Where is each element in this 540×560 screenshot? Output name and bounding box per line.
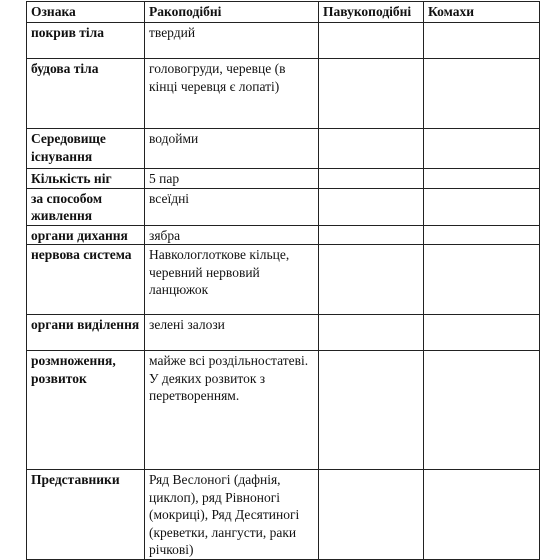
crustaceans-cell: майже всі роздільностатеві. У деяких розвиток з перетворенням. — [145, 351, 319, 470]
arachnids-cell — [319, 169, 424, 189]
insects-cell — [424, 129, 540, 169]
arachnids-cell — [319, 23, 424, 59]
crustaceans-cell: головогруди, черевце (в кінці черевця є лопаті) — [145, 59, 319, 129]
table-row — [27, 245, 540, 315]
arachnids-cell — [319, 225, 424, 245]
feature-cell: покрив тіла — [27, 23, 145, 59]
crustaceans-cell: Ряд Веслоногі (дафнія, циклоп), ряд Рівноногі (мокриці), Ряд Десятиногі (креветки, лангусти, раки річкові) — [145, 470, 319, 560]
table-header-row — [27, 2, 540, 23]
comparison-table — [26, 1, 540, 560]
feature-cell: нервова система — [27, 245, 145, 315]
crustaceans-cell: водойми — [145, 129, 319, 169]
table-row — [27, 169, 540, 189]
insects-cell — [424, 169, 540, 189]
table-row — [27, 225, 540, 245]
feature-cell: розмноження, розвиток — [27, 351, 145, 470]
insects-cell — [424, 315, 540, 351]
arachnids-cell — [319, 245, 424, 315]
insects-cell — [424, 23, 540, 59]
header-insects: Комахи — [424, 2, 540, 23]
feature-cell: Представники — [27, 470, 145, 560]
header-crustaceans: Ракоподібні — [145, 2, 319, 23]
insects-cell — [424, 351, 540, 470]
header-feature: Ознака — [27, 2, 145, 23]
crustaceans-cell: 5 пар — [145, 169, 319, 189]
crustaceans-cell: твердий — [145, 23, 319, 59]
arachnids-cell — [319, 188, 424, 225]
arachnids-cell — [319, 470, 424, 560]
feature-cell: органи дихання — [27, 225, 145, 245]
table-row — [27, 59, 540, 129]
table-row — [27, 129, 540, 169]
arachnids-cell — [319, 59, 424, 129]
insects-cell — [424, 59, 540, 129]
insects-cell — [424, 470, 540, 560]
table-row — [27, 188, 540, 225]
crustaceans-cell: Навкологлоткове кільце, черевний нервовий ланцюжок — [145, 245, 319, 315]
feature-cell: Середовище існування — [27, 129, 145, 169]
insects-cell — [424, 188, 540, 225]
insects-cell — [424, 225, 540, 245]
crustaceans-cell: зябра — [145, 225, 319, 245]
feature-cell: органи виділення — [27, 315, 145, 351]
feature-cell: за способом живлення — [27, 188, 145, 225]
table-row — [27, 315, 540, 351]
insects-cell — [424, 245, 540, 315]
crustaceans-cell: всеїдні — [145, 188, 319, 225]
crustaceans-cell: зелені залози — [145, 315, 319, 351]
header-arachnids: Павукоподібні — [319, 2, 424, 23]
feature-cell: Кількість ніг — [27, 169, 145, 189]
arachnids-cell — [319, 315, 424, 351]
arachnids-cell — [319, 129, 424, 169]
table-row — [27, 351, 540, 470]
table-row — [27, 23, 540, 59]
arachnids-cell — [319, 351, 424, 470]
feature-cell: будова тіла — [27, 59, 145, 129]
table-row — [27, 470, 540, 560]
